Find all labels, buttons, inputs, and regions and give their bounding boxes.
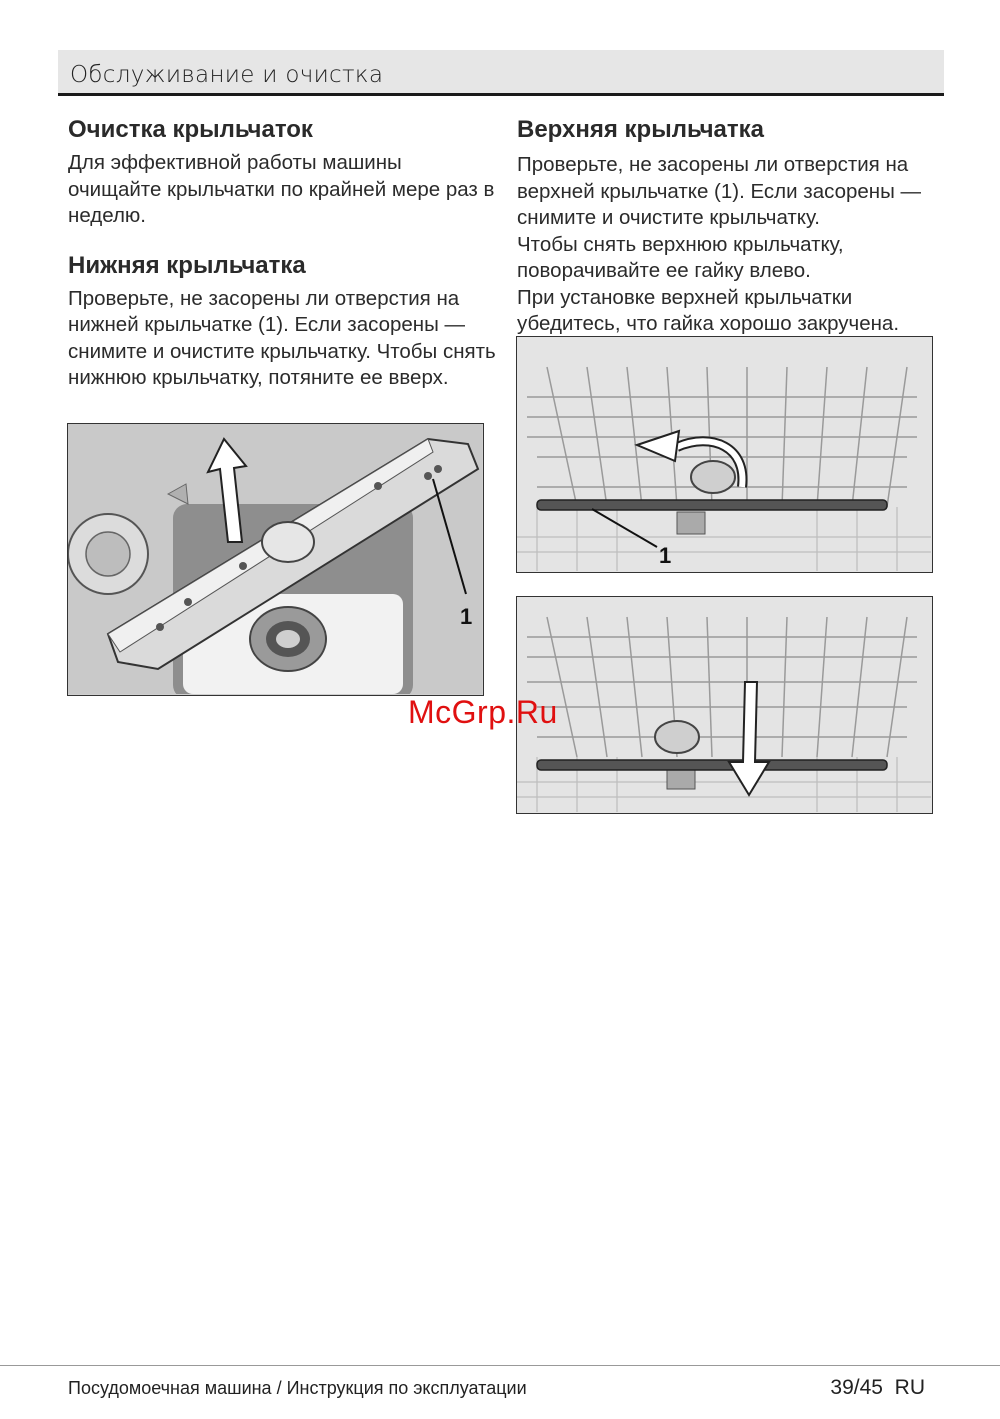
paragraph-upper-check: Проверьте, не засорены ли отверстия на верхней крыльчатке (1). Если засорены — снимите и очистите крыльчатку. [517, 153, 922, 229]
language-code: RU [894, 1376, 925, 1399]
section-header-bar [58, 50, 944, 96]
left-column [68, 114, 498, 392]
figure-lower-impeller [67, 423, 484, 696]
upper-impeller-callout: 1 [659, 543, 672, 568]
watermark: McGrp.Ru [408, 694, 558, 730]
figure-upper-impeller-rotate [516, 336, 933, 573]
lower-impeller-illustration [68, 424, 482, 694]
figure-upper-impeller-remove [516, 596, 933, 814]
footer-divider [0, 1365, 1000, 1366]
lower-impeller-callout: 1 [460, 604, 473, 629]
footer-page-info [830, 1376, 925, 1400]
footer-document-title: Посудомоечная машина / Инструкция по эксплуатации [68, 1378, 527, 1398]
paragraph-lower-impeller: Проверьте, не засорены ли отверстия на нижней крыльчатке (1). Если засорены — снимите и очистите крыльчатку. Чтобы снять нижнюю крыльчатку, потяните ее вверх. [68, 286, 496, 389]
paragraph-cleaning-intro: Для эффективной работы машины очищайте крыльчатки по крайней мере раз в неделю. [68, 151, 495, 227]
page-number: 39/45 [830, 1376, 883, 1399]
paragraph-upper-remove: Чтобы снять верхнюю крыльчатку, поворачивайте ее гайку влево. [517, 232, 844, 282]
heading-cleaning-impellers: Очистка крыльчаток [68, 116, 313, 143]
heading-lower-impeller: Нижняя крыльчатка [68, 251, 306, 279]
heading-upper-impeller: Верхняя крыльчатка [517, 116, 764, 143]
paragraph-upper-install: При установке верхней крыльчатки убедитесь, что гайка хорошо закручена. [517, 285, 900, 335]
section-title: Обслуживание и очистка [70, 62, 384, 88]
upper-impeller-rotate-illustration [517, 337, 931, 571]
upper-impeller-remove-illustration [517, 597, 931, 812]
right-column [517, 114, 937, 338]
